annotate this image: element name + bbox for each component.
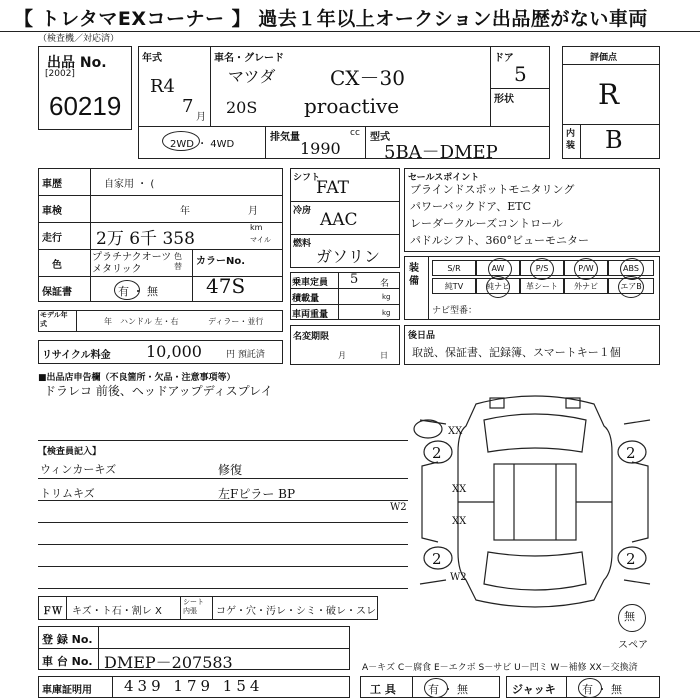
fw-options: キズ・ト石・割レ X [72, 606, 162, 617]
reg-label: 登 録 No. [42, 633, 93, 646]
load-unit: kg [382, 293, 391, 301]
warranty-label: 保証書 [42, 287, 72, 298]
equipment-label: 装備 [409, 263, 419, 287]
diagram-mark-2-rr: 2 [626, 550, 636, 568]
equip-abs: ABS [608, 260, 654, 276]
sales-point-line-1: ブラインドスポットモニタリング [410, 183, 575, 196]
color-label: 色 [52, 260, 62, 271]
spare-value: 無 [624, 610, 635, 623]
model-year-unit: 年 [104, 317, 112, 326]
tools-circle [424, 678, 448, 698]
capacity-label: 乗車定員 [292, 278, 329, 288]
jack-options: 有 ・ 無 [582, 683, 622, 696]
equip-aw: AW [476, 260, 520, 276]
history-label: 車歴 [42, 179, 62, 190]
displacement-label: 排気量 [270, 132, 300, 143]
sales-point-line-2: パワーバックドア、ETC [410, 200, 532, 213]
lot-year-tag: [2002] [45, 69, 75, 79]
equip-navi: 純ナビ [476, 278, 520, 294]
warranty-circle [114, 280, 140, 300]
color-change-label: 色替 [174, 252, 182, 271]
weight-label: 車両重量 [292, 310, 329, 320]
aircon-label: 冷房 [293, 206, 312, 216]
model-label: 車名・グレード [214, 53, 284, 64]
fw-label: ＦＷ [42, 606, 62, 617]
tools-options: 有 ・ 無 [428, 683, 468, 696]
shape-label: 形状 [494, 94, 514, 105]
later-items-text: 取説、保証書、記録簿、スマートキー１個 [412, 346, 621, 359]
equip-circle-airbag [618, 276, 644, 298]
warranty-options: 有 ・ 無 [118, 285, 158, 298]
later-items-label: 後日品 [408, 331, 436, 341]
chassis-value: DMEP－207583 [104, 653, 233, 672]
mileage-label: 走行 [42, 233, 62, 244]
score-value: R [598, 78, 620, 111]
owner-change-month: 月 [338, 351, 346, 360]
drive-options: 2WD ・ 4WD [170, 139, 235, 150]
inspector-left-1: ウィンカーキズ [40, 463, 117, 476]
seat-options: コゲ・穴・汚レ・シミ・破レ・スレ [216, 606, 376, 617]
color-no-label: カラーNo. [196, 256, 246, 267]
inspector-right-2: 左Fピラー BP [218, 487, 296, 501]
equip-sr: S/R [432, 260, 476, 276]
inspector-label: 【検査員記入】 [38, 447, 102, 457]
equip-ext-navi: 外ナビ [564, 278, 608, 294]
diagram-mark-xx-mid2: XX [452, 516, 467, 527]
drive-circle [162, 131, 200, 151]
month-unit: 月 [196, 112, 206, 123]
year-label: 年式 [142, 53, 162, 64]
color-value: プラチナクオーツメタリック [92, 252, 172, 275]
garage-cert-value: 439 179 154 [124, 677, 264, 695]
doors-label: ドア [494, 53, 514, 64]
displacement-value: 1990 [300, 139, 341, 158]
fuel-value: ガソリン [316, 247, 381, 266]
model-value: CX－30 [330, 66, 405, 90]
car-diagram [390, 392, 660, 614]
inspector-left-2: トリムキズ [40, 487, 95, 500]
history-options: 自家用 ・ ( [104, 179, 155, 190]
lot-number: 60219 [49, 91, 122, 121]
diagram-mark-xx-front: XX [448, 426, 463, 437]
seat-label: シート 内張 [183, 598, 204, 615]
interior-label: 内装 [566, 129, 576, 151]
inspection-label: 車検 [42, 206, 62, 217]
doors-value: 5 [514, 62, 527, 86]
dealer-options: ディラー・並行 [208, 317, 264, 326]
model-year-label: モデル年式 [40, 311, 68, 328]
diagram-mark-w2-rear: W2 [450, 572, 467, 583]
spare-caption: スペア [618, 640, 648, 651]
month-value: 7 [182, 96, 194, 117]
aircon-value: AAC [320, 210, 358, 230]
inspection-month: 月 [248, 206, 258, 217]
banner-title: 【 トレタマEXコーナー 】 過去１年以上オークション出品歴がない車両 [14, 8, 648, 30]
diagram-mark-2-fl: 2 [432, 444, 442, 462]
remarks-text: ドラレコ 前後、ヘッドアップディスプレイ [44, 384, 273, 398]
equip-tv: 純TV [432, 278, 476, 294]
displacement-unit: cc [350, 128, 360, 138]
nav-model-label: ナビ型番： [432, 306, 478, 316]
diagram-mark-2-fr: 2 [626, 444, 636, 462]
equip-pw: P/W [564, 260, 608, 276]
tools-label: 工 具 [370, 683, 396, 696]
recycle-value: 10,000 [146, 342, 202, 361]
maker-value: マツダ [228, 67, 276, 86]
chassis-label: 車 台 No. [42, 655, 93, 668]
sales-point-line-3: レーダークルーズコントロール [410, 217, 563, 230]
diagram-mark-2-rl: 2 [432, 550, 442, 568]
diagram-mark-xx-mid1: XX [452, 484, 467, 495]
sheet-sub-label: （検査機／対応済） [38, 34, 120, 44]
inspection-year: 年 [180, 206, 190, 217]
score-label: 評価点 [590, 53, 618, 63]
inspector-right-1: 修復 [218, 463, 243, 477]
grade-value: proactive [304, 94, 400, 118]
equip-circle-ps [530, 258, 554, 280]
lot-label: 出品 No. [47, 55, 107, 71]
diagram-circle-fl-mirror [414, 420, 442, 438]
recycle-label: リサイクル料金 [42, 350, 111, 361]
mileage-mile: マイル [250, 236, 271, 244]
equip-circle-pw [574, 258, 598, 280]
weight-unit: kg [382, 309, 391, 317]
shift-label: シフト [293, 173, 321, 183]
capacity-value: 5 [350, 272, 359, 287]
equip-airbag: エアB [608, 278, 654, 294]
jack-circle [578, 678, 602, 698]
fuel-label: 燃料 [293, 239, 312, 249]
load-label: 積載量 [292, 294, 320, 304]
capacity-unit: 名 [380, 279, 390, 289]
garage-cert-label: 車庫証明用 [42, 685, 92, 696]
type-value: 5BA－DMEP [384, 142, 498, 163]
shift-value: FAT [316, 178, 350, 198]
jack-label: ジャッキ [512, 683, 556, 696]
equip-ps: P/S [520, 260, 564, 276]
color-no-value: 47S [206, 274, 246, 298]
mileage-units: km [250, 223, 263, 232]
damage-legend: A－キズ C－腐食 E－エクボ S－サビ U－凹ミ W－補修 XX－交換済 [362, 663, 638, 673]
owner-change-day: 日 [380, 351, 388, 360]
remarks-label: ■出品店申告欄（不良箇所・欠品・注意事項等） [38, 373, 236, 383]
recycle-unit: 円 預託済 [226, 350, 265, 360]
diagram-mark-w2-left: W2 [390, 502, 407, 513]
type-label: 型式 [370, 132, 390, 143]
grade-num: 20S [226, 98, 258, 117]
interior-value: B [605, 126, 623, 154]
owner-change-label: 名変期限 [293, 332, 330, 342]
steering-options: ハンドル 左・右 [120, 317, 179, 326]
equip-circle-navi [486, 276, 510, 298]
lot-box [38, 46, 132, 130]
sales-points-label: セールスポイント [408, 173, 480, 183]
year-value: R4 [150, 76, 176, 97]
sales-point-line-4: パドルシフト、360°ビューモニター [410, 234, 590, 247]
mileage-value: 2万 6千 358 [96, 229, 195, 249]
equip-leather: 革シート [520, 278, 564, 294]
